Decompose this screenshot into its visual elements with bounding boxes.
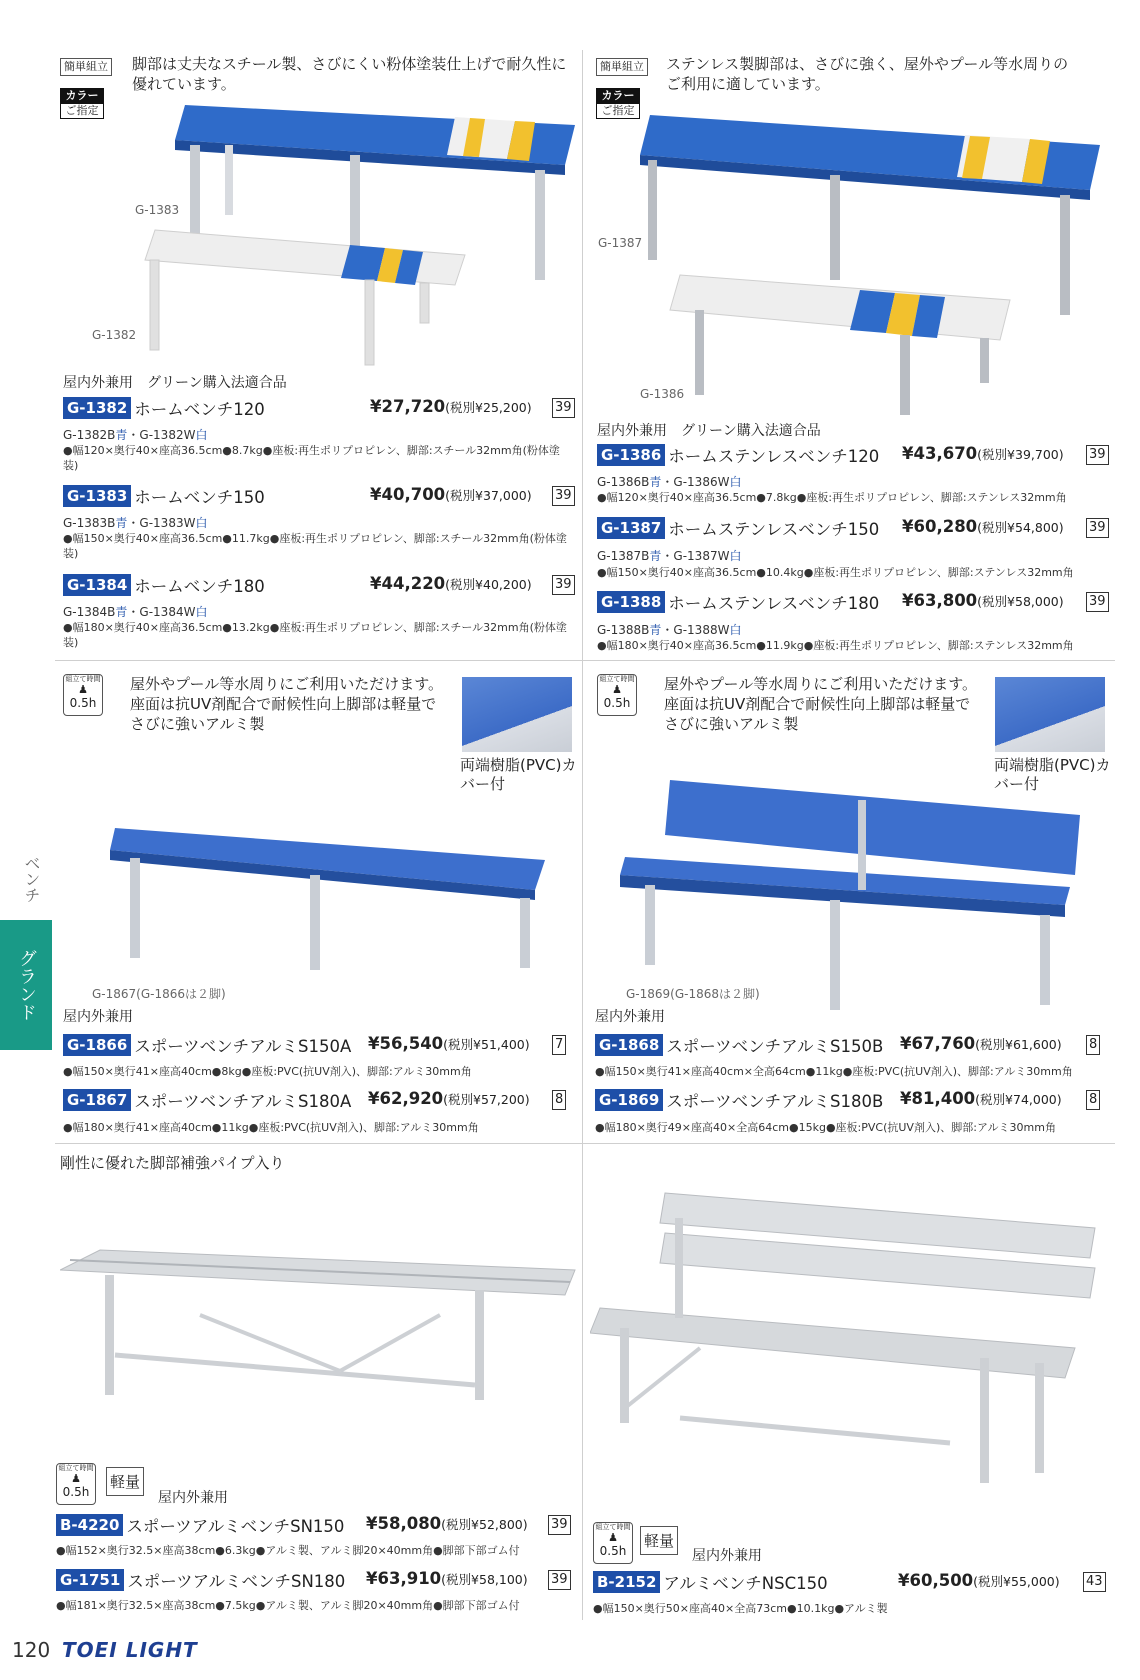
variant-white: ・G-1383W — [127, 516, 196, 530]
s3-description: 屋外やプール等水周りにご利用いただけます。座面は抗UV剤配合で耐候性向上脚部は軽量でさびに強いアルミ製 — [130, 675, 444, 733]
product-spec: ●幅152×奥行32.5×座高38cm●6.3kg●アルミ製、アルミ脚20×40mm角●脚部下部ゴム付 — [56, 1544, 520, 1557]
product-name: ホームステンレスベンチ150 — [668, 520, 880, 539]
pvc-cover-closeup-image — [995, 677, 1105, 752]
product-name: スポーツアルミベンチSN180 — [127, 1572, 346, 1591]
product-row — [597, 517, 879, 539]
s1-description: 脚部は丈夫なスチール製、さびにくい粉体塗装仕上げで耐久性に優れています。 — [132, 55, 567, 93]
product-spec: ●幅150×奥行40×座高36.5cm●11.7kg●座板:再生ポリプロピレン、脚部:スチール32mm角(粉体塗装) — [63, 532, 567, 560]
variant-blue: G-1384B — [63, 605, 116, 619]
assembly-time-badge — [593, 1522, 633, 1564]
s5-category: 屋内外兼用 — [158, 1490, 228, 1506]
product-price — [368, 1034, 530, 1053]
product-price — [902, 517, 1064, 536]
assembly-label: 組立て時間 — [65, 675, 101, 683]
product-spec: ●幅150×奥行41×座高40cm●8kg●座板:PVC(抗UV剤入)、脚部:アルミ30mm角 — [63, 1065, 472, 1078]
price-tax: (税別¥58,100) — [441, 1572, 528, 1587]
product-code: G-1386 — [597, 444, 665, 466]
price-value: ¥60,280 — [902, 517, 978, 536]
variant-blue-color: 青 — [649, 549, 662, 563]
product-name: アルミベンチNSC150 — [663, 1574, 828, 1593]
color-tag-top: カラー — [596, 88, 640, 104]
product-spec: ●幅181×奥行32.5×座高38cm●7.5kg●アルミ製、アルミ脚20×40mm角●脚部下部ゴム付 — [56, 1599, 520, 1612]
assembly-label: 組立て時間 — [58, 1464, 94, 1472]
variant-white-color: 白 — [195, 428, 208, 442]
variant-white-color: 白 — [195, 516, 208, 530]
s5-description: 剛性に優れた脚部補強パイプ入り — [60, 1154, 285, 1172]
product-row — [63, 397, 265, 419]
product-name: ホームベンチ120 — [134, 400, 265, 419]
product-row — [56, 1569, 345, 1591]
product-variants — [63, 514, 207, 531]
s3-category: 屋内外兼用 — [63, 1009, 133, 1025]
catalog-page-ref: 39 — [552, 398, 575, 418]
price-tax: (税別¥57,200) — [443, 1092, 530, 1107]
variant-blue-color: 青 — [115, 605, 128, 619]
s2-bench-image — [630, 100, 1100, 415]
product-variants — [63, 426, 207, 443]
s4-model-label: G-1869(G-1868は２脚) — [626, 987, 760, 1001]
variant-white: ・G-1387W — [661, 549, 730, 563]
assembly-time: 0.5h — [69, 696, 97, 710]
pvc-cover-caption: 両端樹脂(PVC)カバー付 — [994, 756, 1111, 793]
price-tax: (税別¥37,000) — [445, 488, 532, 503]
variant-white: ・G-1386W — [661, 475, 730, 489]
assembly-time: 0.5h — [599, 1544, 627, 1558]
product-price — [898, 1571, 1060, 1590]
s6-category: 屋内外兼用 — [692, 1548, 762, 1564]
assembly-time: 0.5h — [62, 1485, 90, 1499]
product-name: スポーツベンチアルミS150B — [666, 1037, 884, 1056]
variant-blue: G-1388B — [597, 623, 650, 637]
product-code: G-1866 — [63, 1034, 131, 1056]
product-spec: ●幅120×奥行40×座高36.5cm●7.8kg●座板:再生ポリプロピレン、脚部:ステンレス32mm角 — [597, 491, 1067, 504]
product-variants — [597, 473, 741, 490]
product-code: G-1869 — [595, 1089, 663, 1111]
s5-bench-image — [60, 1245, 580, 1415]
variant-white: ・G-1384W — [127, 605, 196, 619]
product-price — [370, 397, 532, 416]
product-name: スポーツベンチアルミS150A — [134, 1037, 352, 1056]
product-code: G-1384 — [63, 574, 131, 596]
s1-category: 屋内外兼用 グリーン購入法適合品 — [63, 375, 287, 391]
price-tax: (税別¥25,200) — [445, 400, 532, 415]
product-row — [595, 1089, 883, 1111]
assembly-time-badge — [63, 674, 103, 716]
assembly-time-badge — [597, 674, 637, 716]
product-spec: ●幅120×奥行40×座高36.5cm●8.7kg●座板:再生ポリプロピレン、脚部:スチール32mm角(粉体塗装) — [63, 444, 560, 472]
price-value: ¥63,910 — [366, 1569, 442, 1588]
s2-label-a: G-1387 — [598, 236, 643, 250]
s4-description: 屋外やプール等水周りにご利用いただけます。座面は抗UV剤配合で耐候性向上脚部は軽量でさびに強いアルミ製 — [664, 675, 978, 733]
color-tag-bottom: ご指定 — [60, 104, 104, 119]
product-spec: ●幅150×奥行50×座高40×全高73cm●10.1kg●アルミ製 — [593, 1602, 888, 1615]
catalog-page-ref: 7 — [552, 1035, 566, 1055]
price-tax: (税別¥52,800) — [441, 1517, 528, 1532]
bench-g1382 — [145, 230, 465, 365]
variant-blue-color: 青 — [115, 516, 128, 530]
variant-blue-color: 青 — [649, 475, 662, 489]
product-price — [366, 1569, 528, 1588]
page-number: 120 — [12, 1638, 51, 1662]
easy-assembly-tag: 簡単組立 — [596, 58, 648, 76]
assembly-time-badge — [56, 1463, 96, 1505]
product-code: G-1867 — [63, 1089, 131, 1111]
price-value: ¥44,220 — [370, 574, 446, 593]
price-tax: (税別¥61,600) — [975, 1037, 1062, 1052]
product-name: ホームステンレスベンチ180 — [668, 594, 880, 613]
s2-label-b: G-1386 — [640, 387, 685, 401]
product-variants — [597, 621, 741, 638]
product-code: G-1383 — [63, 485, 131, 507]
s6-bench-image — [590, 1188, 1100, 1488]
price-value: ¥63,800 — [902, 591, 978, 610]
variant-blue: G-1383B — [63, 516, 116, 530]
catalog-page-ref: 39 — [1086, 445, 1109, 465]
product-spec: ●幅180×奥行49×座高40×全高64cm●15kg●座板:PVC(抗UV剤入)、脚部:アルミ30mm角 — [595, 1121, 1056, 1134]
product-price — [902, 591, 1064, 610]
catalog-page-ref: 8 — [552, 1090, 566, 1110]
product-code: G-1387 — [597, 517, 665, 539]
product-row — [63, 1089, 351, 1111]
product-price — [370, 574, 532, 593]
price-value: ¥40,700 — [370, 485, 446, 504]
price-value: ¥60,500 — [898, 1571, 974, 1590]
assembly-label: 組立て時間 — [599, 675, 635, 683]
product-price — [366, 1514, 528, 1533]
product-row — [63, 485, 265, 507]
product-code: G-1751 — [56, 1569, 124, 1591]
product-name: スポーツベンチアルミS180B — [666, 1092, 884, 1111]
product-row — [597, 444, 879, 466]
price-tax: (税別¥58,000) — [977, 594, 1064, 609]
product-spec: ●幅180×奥行41×座高40cm●11kg●座板:PVC(抗UV剤入)、脚部:アルミ30mm角 — [63, 1121, 479, 1134]
catalog-page-ref: 39 — [552, 486, 575, 506]
product-variants — [63, 603, 207, 620]
color-tag-top: カラー — [60, 88, 104, 104]
side-section-label: ベンチ — [22, 855, 41, 903]
variant-white-color: 白 — [195, 605, 208, 619]
s4-bench-image — [620, 775, 1080, 1015]
price-value: ¥56,540 — [368, 1034, 444, 1053]
variant-blue: G-1382B — [63, 428, 116, 442]
variant-white-color: 白 — [729, 623, 742, 637]
product-code: G-1868 — [595, 1034, 663, 1056]
variant-white: ・G-1388W — [661, 623, 730, 637]
product-name: ホームベンチ150 — [134, 488, 265, 507]
product-row — [597, 591, 879, 613]
s1-bench-image — [135, 95, 575, 385]
product-variants — [597, 547, 741, 564]
product-price — [368, 1089, 530, 1108]
product-price — [370, 485, 532, 504]
price-tax: (税別¥55,000) — [973, 1574, 1060, 1589]
price-tax: (税別¥39,700) — [977, 447, 1064, 462]
product-code: B-4220 — [56, 1514, 123, 1536]
catalog-page-ref: 39 — [552, 575, 575, 595]
price-tax: (税別¥40,200) — [445, 577, 532, 592]
product-name: スポーツアルミベンチSN150 — [126, 1517, 345, 1536]
person-icon: ♟ — [608, 1531, 618, 1544]
product-price — [902, 444, 1064, 463]
product-name: ホームベンチ180 — [134, 577, 265, 596]
product-spec: ●幅150×奥行40×座高36.5cm●10.4kg●座板:再生ポリプロピレン、脚部:ステンレス32mm角 — [597, 566, 1074, 579]
variant-white: ・G-1382W — [127, 428, 196, 442]
product-row — [63, 1034, 351, 1056]
product-row — [595, 1034, 883, 1056]
person-icon: ♟ — [71, 1472, 81, 1485]
assembly-time: 0.5h — [603, 696, 631, 710]
price-value: ¥81,400 — [900, 1089, 976, 1108]
catalog-page-ref: 39 — [548, 1515, 571, 1535]
easy-assembly-tag: 簡単組立 — [60, 58, 112, 76]
variant-blue-color: 青 — [649, 623, 662, 637]
product-spec: ●幅150×奥行41×座高40cm×全高64cm●11kg●座板:PVC(抗UV剤入)、脚部:アルミ30mm角 — [595, 1065, 1073, 1078]
color-order-tag — [60, 88, 104, 119]
variant-white-color: 白 — [729, 549, 742, 563]
product-code: G-1382 — [63, 397, 131, 419]
variant-white-color: 白 — [729, 475, 742, 489]
assembly-label: 組立て時間 — [595, 1523, 631, 1531]
s4-category: 屋内外兼用 — [595, 1009, 665, 1025]
product-code: B-2152 — [593, 1571, 660, 1593]
product-price — [900, 1089, 1062, 1108]
product-row — [593, 1571, 828, 1593]
variant-blue: G-1386B — [597, 475, 650, 489]
s3-model-label: G-1867(G-1866は２脚) — [92, 987, 226, 1001]
variant-blue: G-1387B — [597, 549, 650, 563]
catalog-page-ref: 43 — [1083, 1572, 1106, 1592]
price-tax: (税別¥51,400) — [443, 1037, 530, 1052]
lightweight-tag: 軽量 — [106, 1467, 144, 1496]
s1-label-b: G-1382 — [92, 328, 137, 342]
product-spec: ●幅180×奥行40×座高36.5cm●11.9kg●座板:再生ポリプロピレン、脚部:ステンレス32mm角 — [597, 639, 1074, 652]
s2-category: 屋内外兼用 グリーン購入法適合品 — [597, 423, 821, 439]
pvc-cover-closeup-image — [462, 677, 572, 752]
product-name: スポーツベンチアルミS180A — [134, 1092, 352, 1111]
product-row — [63, 574, 265, 596]
color-tag-bottom: ご指定 — [596, 104, 640, 119]
variant-blue-color: 青 — [115, 428, 128, 442]
product-code: G-1388 — [597, 591, 665, 613]
s3-bench-image — [110, 820, 560, 970]
price-value: ¥67,760 — [900, 1034, 976, 1053]
pvc-cover-caption: 両端樹脂(PVC)カバー付 — [460, 756, 577, 793]
catalog-page-ref: 39 — [1086, 592, 1109, 612]
side-category-tab[interactable]: グランド — [0, 920, 52, 1050]
price-tax: (税別¥54,800) — [977, 520, 1064, 535]
price-value: ¥27,720 — [370, 397, 446, 416]
person-icon: ♟ — [78, 683, 88, 696]
bench-g1386 — [670, 275, 1010, 415]
product-spec: ●幅180×奥行40×座高36.5cm●13.2kg●座板:再生ポリプロピレン、脚部:スチール32mm角(粉体塗装) — [63, 621, 567, 649]
price-value: ¥43,670 — [902, 444, 978, 463]
person-icon: ♟ — [612, 683, 622, 696]
s2-description: ステンレス製脚部は、さびに強く、屋外やプール等水周りのご利用に適しています。 — [666, 55, 1069, 93]
price-value: ¥58,080 — [366, 1514, 442, 1533]
catalog-page-ref: 39 — [1086, 518, 1109, 538]
s1-label-a: G-1383 — [135, 203, 180, 217]
product-price — [900, 1034, 1062, 1053]
product-name: ホームステンレスベンチ120 — [668, 447, 880, 466]
lightweight-tag: 軽量 — [640, 1526, 678, 1555]
catalog-page-ref: 39 — [548, 1570, 571, 1590]
price-tax: (税別¥74,000) — [975, 1092, 1062, 1107]
brand-logo: TOEI LIGHT — [62, 1638, 198, 1662]
catalog-page-ref: 8 — [1086, 1090, 1100, 1110]
product-row — [56, 1514, 344, 1536]
catalog-page-ref: 8 — [1086, 1035, 1100, 1055]
price-value: ¥62,920 — [368, 1089, 444, 1108]
